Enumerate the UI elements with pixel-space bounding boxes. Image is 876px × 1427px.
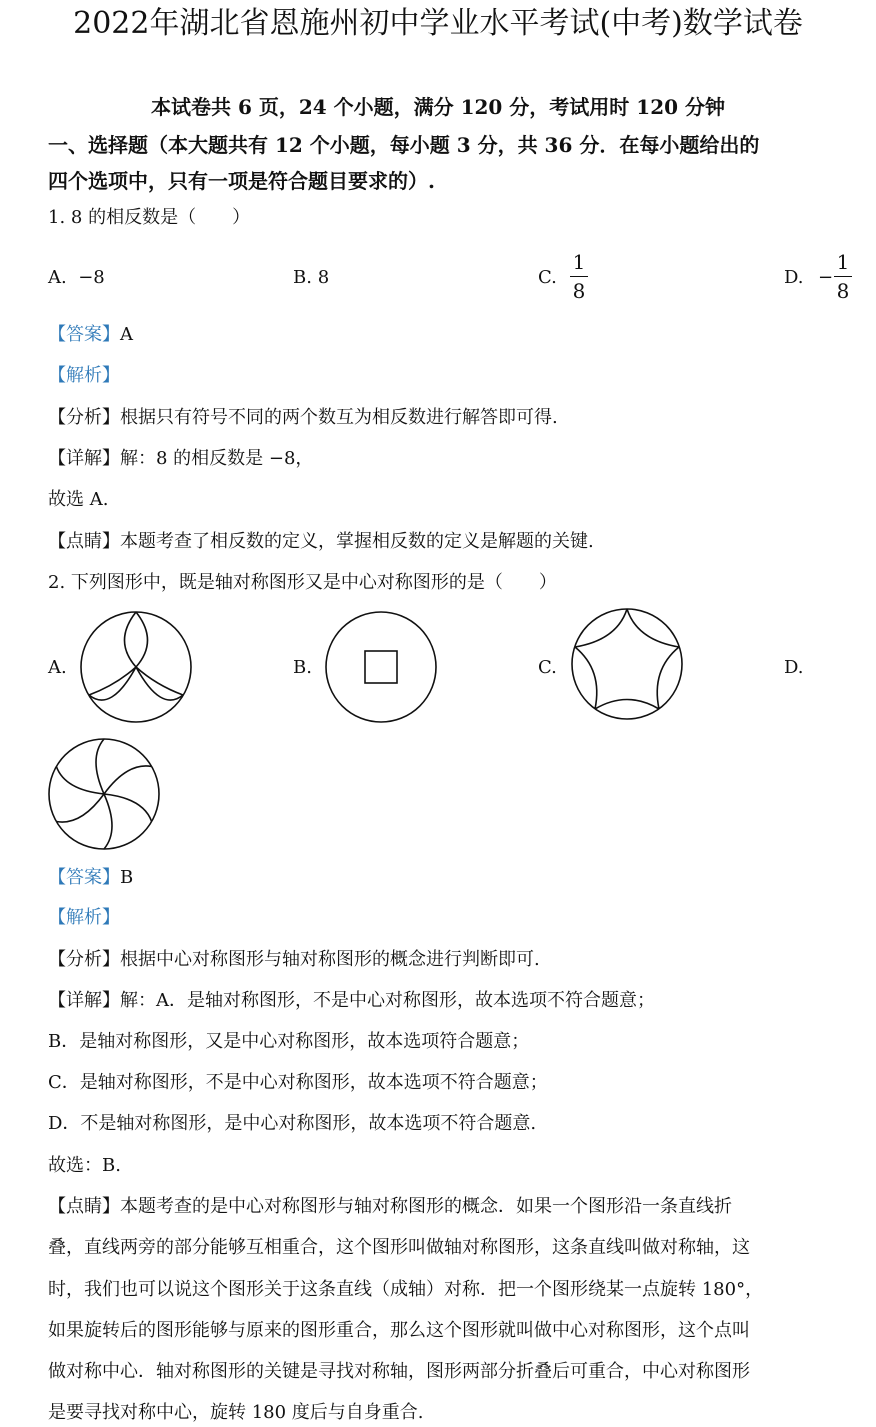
q1-dianjing [48, 528, 594, 556]
q1-answer-value: A [120, 324, 133, 345]
q2-dianjing-line4: 如果旋转后的图形能够与原来的图形重合，那么这个图形就叫做中心对称图形，这个点叫 [48, 1320, 750, 1341]
figure-b-circle-square [325, 611, 437, 723]
q1-dianjing-text: 本题考查了相反数的定义，掌握相反数的定义是解题的关键. [120, 531, 594, 552]
q2-option-b-label: B. [293, 657, 312, 678]
q2-option-c-label: C. [538, 657, 557, 678]
q1-xiangjie-text: 解：8 的相反数是 −8， [120, 448, 314, 469]
answer-tag: 【答案】 [48, 867, 120, 888]
q1-option-a-value: −8 [78, 267, 105, 288]
q2-xiangjie-a: 解：A．是轴对称图形，不是中心对称图形，故本选项不符合题意； [120, 990, 655, 1011]
fraction-bar [570, 276, 588, 277]
q2-line-d: D．不是轴对称图形，是中心对称图形，故本选项不符合题意. [48, 1113, 537, 1134]
q1-fenxi [48, 404, 558, 432]
q1-option-d-sign: − [818, 267, 834, 288]
q1-analysis-tag: 【解析】 [48, 365, 120, 386]
q2-dianjing-line1 [48, 1193, 732, 1221]
q2-dianjing-line6: 是要寻找对称中心，旋转 180 度后与自身重合. [48, 1402, 424, 1423]
q1-option-c-label: C. [538, 267, 557, 288]
q1-fenxi-text: 根据只有符号不同的两个数互为相反数进行解答即可得. [120, 407, 558, 428]
section-heading-line1: 一、选择题（本大题共有 12 个小题，每小题 3 分，共 36 分．在每小题给出的 [48, 133, 760, 157]
q2-dianjing-line2: 叠，直线两旁的部分能够互相重合，这个图形叫做轴对称图形，这条直线叫做对称轴，这 [48, 1237, 750, 1258]
dianjing-tag: 【点睛】 [48, 531, 120, 552]
q2-choose: 故选：B. [48, 1155, 121, 1176]
fenxi-tag: 【分析】 [48, 949, 120, 970]
q2-line-c: C．是轴对称图形，不是中心对称图形，故本选项不符合题意； [48, 1072, 548, 1093]
q2-dianjing-line3: 时，我们也可以说这个图形关于这条直线（成轴）对称．把一个图形绕某一点旋转 180°， [48, 1279, 764, 1300]
dianjing-tag: 【点睛】 [48, 1196, 120, 1217]
q1-option-b [293, 264, 329, 292]
q2-xiangjie [48, 987, 655, 1015]
answer-tag: 【答案】 [48, 324, 120, 345]
q2-dianjing-text-1: 本题考查的是中心对称图形与轴对称图形的概念．如果一个图形沿一条直线折 [120, 1196, 732, 1217]
q1-option-a-label: A. [48, 267, 67, 288]
q2-dianjing-line5: 做对称中心．轴对称图形的关键是寻找对称轴，图形两部分折叠后可重合，中心对称图形 [48, 1361, 750, 1382]
q2-option-a-label: A. [48, 657, 67, 678]
q1-option-d-numerator: 1 [836, 250, 850, 274]
page-title: 2022年湖北省恩施州初中学业水平考试(中考)数学试卷 [73, 6, 803, 41]
q1-stem: 1. 8 的相反数是（ ） [48, 207, 251, 228]
exam-info: 本试卷共 6 页，24 个小题，满分 120 分，考试用时 120 分钟 [151, 95, 725, 119]
figure-d-pinwheel [48, 738, 160, 850]
q2-fenxi [48, 946, 540, 974]
q1-xiangjie [48, 445, 313, 473]
q1-option-d-fraction [834, 250, 852, 303]
figure-a-three-arcs [80, 611, 192, 723]
q1-choose: 故选 A. [48, 489, 109, 510]
q2-answer-value: B [120, 867, 134, 888]
q2-analysis-tag: 【解析】 [48, 907, 120, 928]
q2-line-b: B．是轴对称图形，又是中心对称图形，故本选项符合题意； [48, 1031, 530, 1052]
figure-c-pentagon-arcs [571, 608, 683, 720]
q1-answer [48, 321, 133, 349]
xiangjie-tag: 【详解】 [48, 990, 120, 1011]
q1-option-c-fraction [570, 250, 588, 303]
q1-option-b-label: B. [293, 267, 312, 288]
xiangjie-tag: 【详解】 [48, 448, 120, 469]
q2-option-d-label: D. [784, 657, 804, 678]
fenxi-tag: 【分析】 [48, 407, 120, 428]
q1-option-c-denominator: 8 [572, 279, 586, 303]
q1-option-d-denominator: 8 [836, 279, 850, 303]
q2-stem: 2. 下列图形中，既是轴对称图形又是中心对称图形的是（ ） [48, 572, 557, 593]
q2-answer [48, 864, 133, 892]
q2-fenxi-text: 根据中心对称图形与轴对称图形的概念进行判断即可. [120, 949, 540, 970]
q1-option-d-label: D. [784, 267, 804, 288]
q1-option-a [48, 264, 105, 292]
q1-option-c-numerator: 1 [572, 250, 586, 274]
q1-option-b-value: 8 [317, 267, 330, 288]
fraction-bar [834, 276, 852, 277]
section-heading-line2: 四个选项中，只有一项是符合题目要求的）. [48, 169, 435, 193]
